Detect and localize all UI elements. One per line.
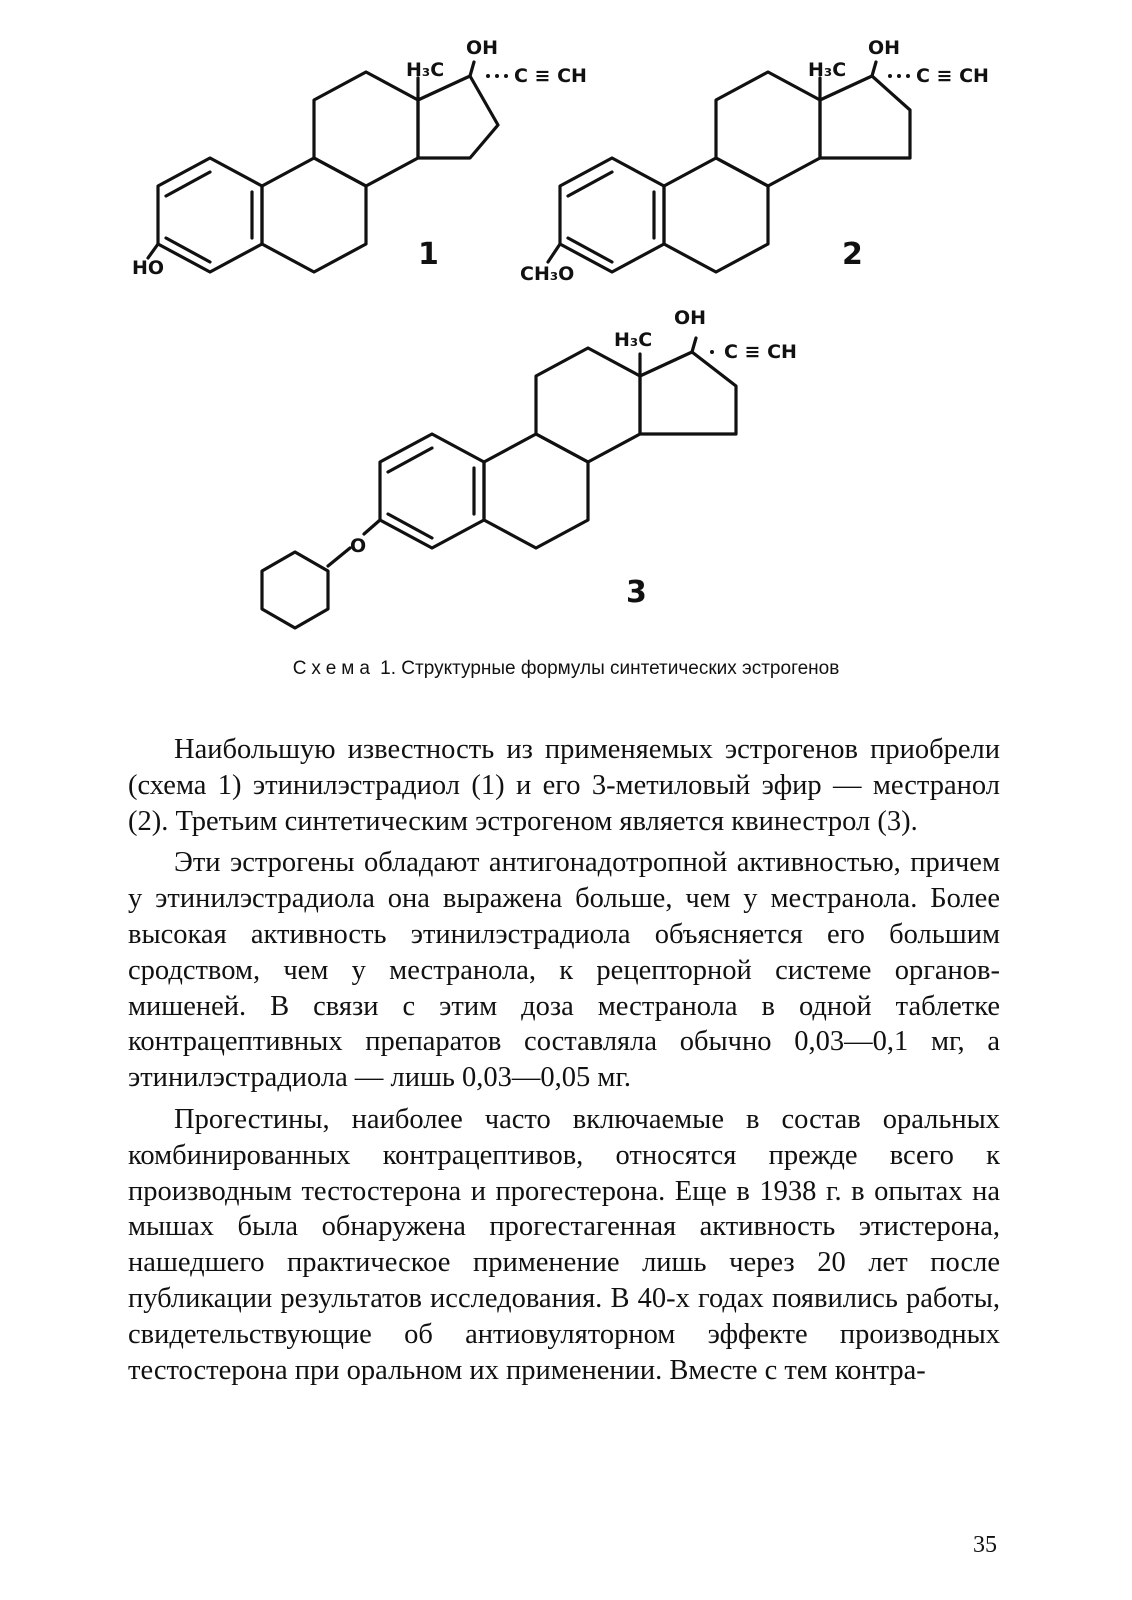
methoxy-label-2: CH₃O	[520, 263, 575, 285]
ethynyl-label-2: C ≡ CH	[916, 65, 989, 87]
structural-formulas	[0, 0, 1132, 650]
oh-label-3: OH	[674, 307, 707, 329]
compound-number-1: 1	[418, 237, 439, 272]
ethynyl-label-1: C ≡ CH	[514, 65, 587, 87]
compound-number-2: 2	[842, 237, 863, 272]
methyl-label-3: H₃C	[614, 329, 653, 351]
paragraph-1: Наибольшую известность из применяемых эстрогенов приобрели (схема 1) этинилэстрадиол (1) и его 3-метиловый эфир — местранол (2). Третьим синтетическим эстрогеном является квинестрол (3).	[128, 734, 1000, 837]
structure-1	[148, 62, 498, 272]
page-number: 35	[973, 1532, 997, 1558]
compound-number-3: 3	[626, 575, 647, 610]
methyl-label-2: H₃C	[808, 59, 847, 81]
ethynyl-label-3: C ≡ CH	[724, 341, 797, 363]
paragraph-2: Эти эстрогены обладают антигонадотропной активностью, причем у этинилэстрадиола она выражена больше, чем у местранола. Более высокая активность этинилэстрадиола объясняется его большим сродством, чем у местранола, к рецепторной системе органов-мишеней. В связи с этим доза местранола в одной таблетке контрацептивных препаратов составляла обычно 0,03—0,1 мг, а этинилэстрадиола — лишь 0,03—0,05 мг.	[128, 847, 1000, 1094]
scheme-figure	[0, 0, 1132, 720]
paragraph-3: Прогестины, наиболее часто включаемые в состав оральных комбинированных контрацептивов, относятся прежде всего к производным тестостерона и прогестерона. Еще в 1938 г. в опытах на мышах была обнаружена прогестагенная активность этистерона, нашедшего практическое применение лишь через 20 лет после публикации результатов исследования. В 40-х годах появились работы, свидетельствующие об антиовуляторном эффекте производных тестостерона при оральном их применении. Вместе с тем контра-	[128, 1103, 1000, 1386]
figure-caption	[0, 658, 1132, 680]
methyl-label-1: H₃C	[406, 59, 445, 81]
body-text	[128, 732, 1000, 1394]
caption-label: Схема	[292, 658, 375, 679]
oh-label-1: OH	[466, 37, 499, 59]
ether-oxygen-label-3: O	[350, 535, 367, 557]
structure-3	[262, 338, 736, 628]
oh-label-2: OH	[868, 37, 901, 59]
caption-text: 1. Структурные формулы синтетических эстрогенов	[374, 658, 840, 679]
hydroxy-label-1: HO	[132, 257, 165, 279]
